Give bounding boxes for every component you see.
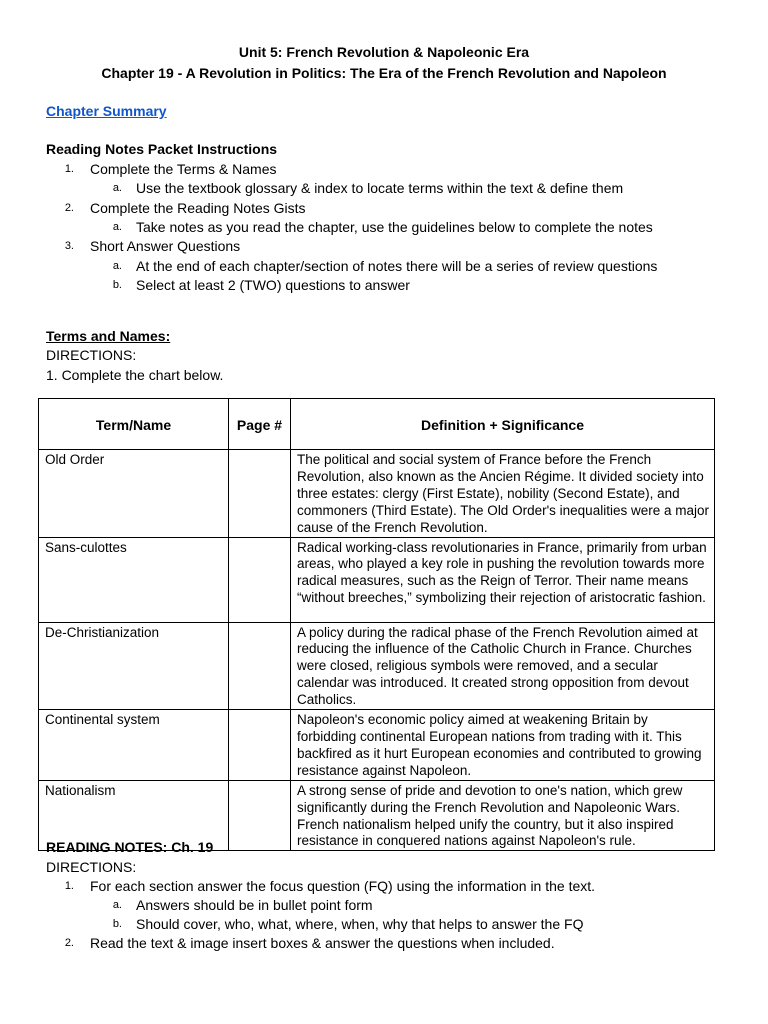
- list-subitem: Use the textbook glossary & index to locate terms within the text & define them: [136, 180, 624, 196]
- page-cell[interactable]: [229, 710, 291, 781]
- term-cell: Continental system: [39, 710, 229, 781]
- column-header-definition: Definition + Significance: [291, 399, 715, 450]
- page-cell[interactable]: [229, 450, 291, 538]
- list-number: 2.: [64, 937, 74, 949]
- list-subitem: Select at least 2 (TWO) questions to answer: [136, 277, 410, 293]
- terms-heading: Terms and Names:: [46, 328, 171, 344]
- definition-cell: The political and social system of France before the French Revolution, also known as the Ancien Régime. It divided society into three estates: clergy (First Estate), nobility (Second Estate), and commoners (Third Estate). The Old Order's inequalities were a major cause of the French Revolution.: [291, 450, 715, 538]
- definition-cell: A strong sense of pride and devotion to one's nation, which grew significantly during the French Revolution and Napoleonic Wars. French nationalism helped unify the country, but it also inspired resistance in conquered nations against Napoleon's rule.: [291, 780, 715, 851]
- list-subitem: Should cover, who, what, where, when, why that helps to answer the FQ: [136, 916, 584, 932]
- list-item: Read the text & image insert boxes & answer the questions when included.: [90, 935, 555, 951]
- definition-cell: Napoleon's economic policy aimed at weakening Britain by forbidding continental European nations from trading with it. This backfired as it hurt European economies and contributed to growing resistance against Napoleon.: [291, 710, 715, 781]
- definition-cell: A policy during the radical phase of the French Revolution aimed at reducing the influence of the Catholic Church in France. Churches were closed, religious symbols were removed, and a secular calendar was introduced. It created strong opposition from devout Catholics.: [291, 622, 715, 710]
- list-number: 2.: [64, 202, 74, 214]
- list-letter: a.: [112, 260, 122, 272]
- list-letter: a.: [112, 182, 122, 194]
- term-cell: De-Christianization: [39, 622, 229, 710]
- instructions-heading: Reading Notes Packet Instructions: [46, 141, 278, 157]
- term-cell: Sans-culottes: [39, 537, 229, 622]
- page-cell[interactable]: [229, 537, 291, 622]
- list-letter: a.: [112, 899, 122, 911]
- list-item: Short Answer Questions: [90, 238, 241, 254]
- page-cell[interactable]: [229, 622, 291, 710]
- chapter-summary-link[interactable]: Chapter Summary: [46, 103, 167, 119]
- table-row: [39, 710, 715, 781]
- list-item: For each section answer the focus question (FQ) using the information in the text.: [90, 878, 596, 894]
- terms-step: 1. Complete the chart below.: [46, 367, 224, 383]
- reading-notes-directions: DIRECTIONS:: [46, 859, 137, 875]
- list-number: 1.: [64, 163, 74, 175]
- table-row: [39, 450, 715, 538]
- term-cell: Nationalism: [39, 780, 229, 851]
- list-number: 1.: [64, 880, 74, 892]
- list-letter: a.: [112, 221, 122, 233]
- list-number: 3.: [64, 240, 74, 252]
- list-letter: b.: [112, 279, 122, 291]
- chapter-title: Chapter 19 - A Revolution in Politics: The Era of the French Revolution and Napoleon: [101, 65, 667, 81]
- column-header-page: Page #: [229, 399, 291, 450]
- page-cell[interactable]: [229, 780, 291, 851]
- list-item: Complete the Terms & Names: [90, 161, 277, 177]
- list-subitem: Take notes as you read the chapter, use the guidelines below to complete the notes: [136, 219, 653, 235]
- table-row: [39, 537, 715, 622]
- terms-directions: DIRECTIONS:: [46, 347, 137, 363]
- list-item: Complete the Reading Notes Gists: [90, 200, 306, 216]
- column-header-term: Term/Name: [39, 399, 229, 450]
- table-row: [39, 622, 715, 710]
- definition-cell: Radical working-class revolutionaries in France, primarily from urban areas, who played a key role in pushing the revolution towards more radical measures, such as the Reign of Terror. Their name means “without breeches,” symbolizing their rejection of aristocratic fashion.: [291, 537, 715, 622]
- list-subitem: Answers should be in bullet point form: [136, 897, 373, 913]
- list-letter: b.: [112, 918, 122, 930]
- terms-table: [38, 398, 715, 851]
- term-cell: Old Order: [39, 450, 229, 538]
- list-subitem: At the end of each chapter/section of notes there will be a series of review questions: [136, 258, 658, 274]
- reading-notes-heading: READING NOTES: Ch. 19: [46, 839, 214, 855]
- unit-title: Unit 5: French Revolution & Napoleonic Era: [238, 44, 530, 60]
